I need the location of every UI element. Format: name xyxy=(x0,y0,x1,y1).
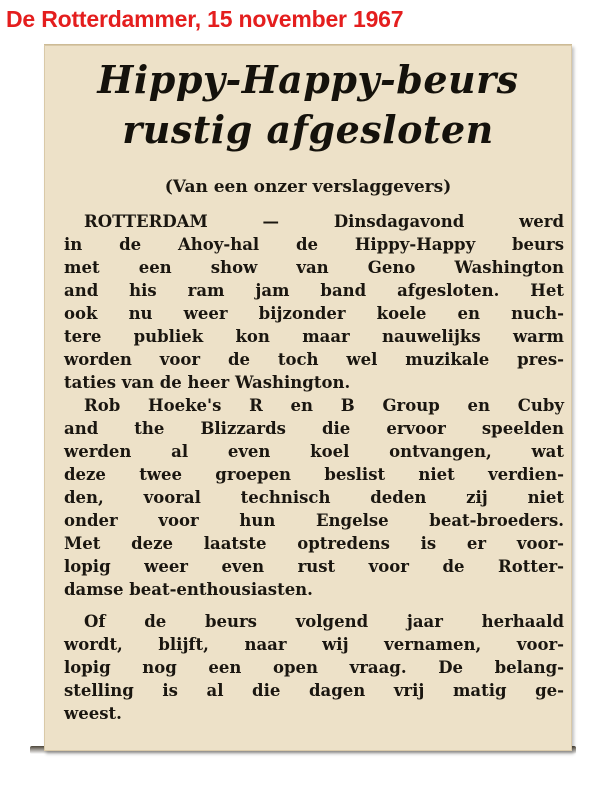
article-line: wordt, blijft, naar wij vernamen, voor- xyxy=(64,635,564,654)
article-line: stelling is al die dagen vrij matig ge- xyxy=(64,681,564,700)
article-line: in de Ahoy-hal de Hippy-Happy beurs xyxy=(64,235,564,254)
byline: (Van een onzer verslaggevers) xyxy=(164,177,452,197)
article-line: tere publiek kon maar nauwelijks warm xyxy=(64,327,564,346)
article-line: and the Blizzards die ervoor speelden xyxy=(64,419,564,438)
article-line: worden voor de toch wel muzikale pres- xyxy=(64,350,564,369)
article-line: damse beat-enthousiasten. xyxy=(64,580,313,599)
article-line: ROTTERDAM — Dinsdagavond werd xyxy=(84,212,564,231)
article-line: lopig weer even rust voor de Rotter- xyxy=(64,557,564,576)
article-line: lopig nog een open vraag. De belang- xyxy=(64,658,564,677)
article-line: werden al even koel ontvangen, wat xyxy=(64,442,564,461)
article-line: met een show van Geno Washington xyxy=(64,258,564,277)
source-caption: De Rotterdammer, 15 november 1967 xyxy=(6,6,404,32)
article-line: Met deze laatste optredens is er voor- xyxy=(64,534,564,553)
article-line: Of de beurs volgend jaar herhaald xyxy=(84,612,564,631)
headline-line-1: Hippy-Happy-beurs xyxy=(97,57,519,102)
article-line: den, vooral technisch deden zij niet xyxy=(64,488,564,507)
headline-line-2: rustig afgesloten xyxy=(122,107,494,152)
article-line: weest. xyxy=(64,704,122,723)
article-line: deze twee groepen beslist niet verdien- xyxy=(64,465,564,484)
newspaper-clipping xyxy=(44,44,572,751)
article-line: taties van de heer Washington. xyxy=(64,373,351,392)
article-line: Rob Hoeke's R en B Group en Cuby xyxy=(84,396,564,415)
article-line: and his ram jam band afgesloten. Het xyxy=(64,281,564,300)
article-line: onder voor hun Engelse beat-broeders. xyxy=(64,511,564,530)
article-line: ook nu weer bijzonder koele en nuch- xyxy=(64,304,564,323)
